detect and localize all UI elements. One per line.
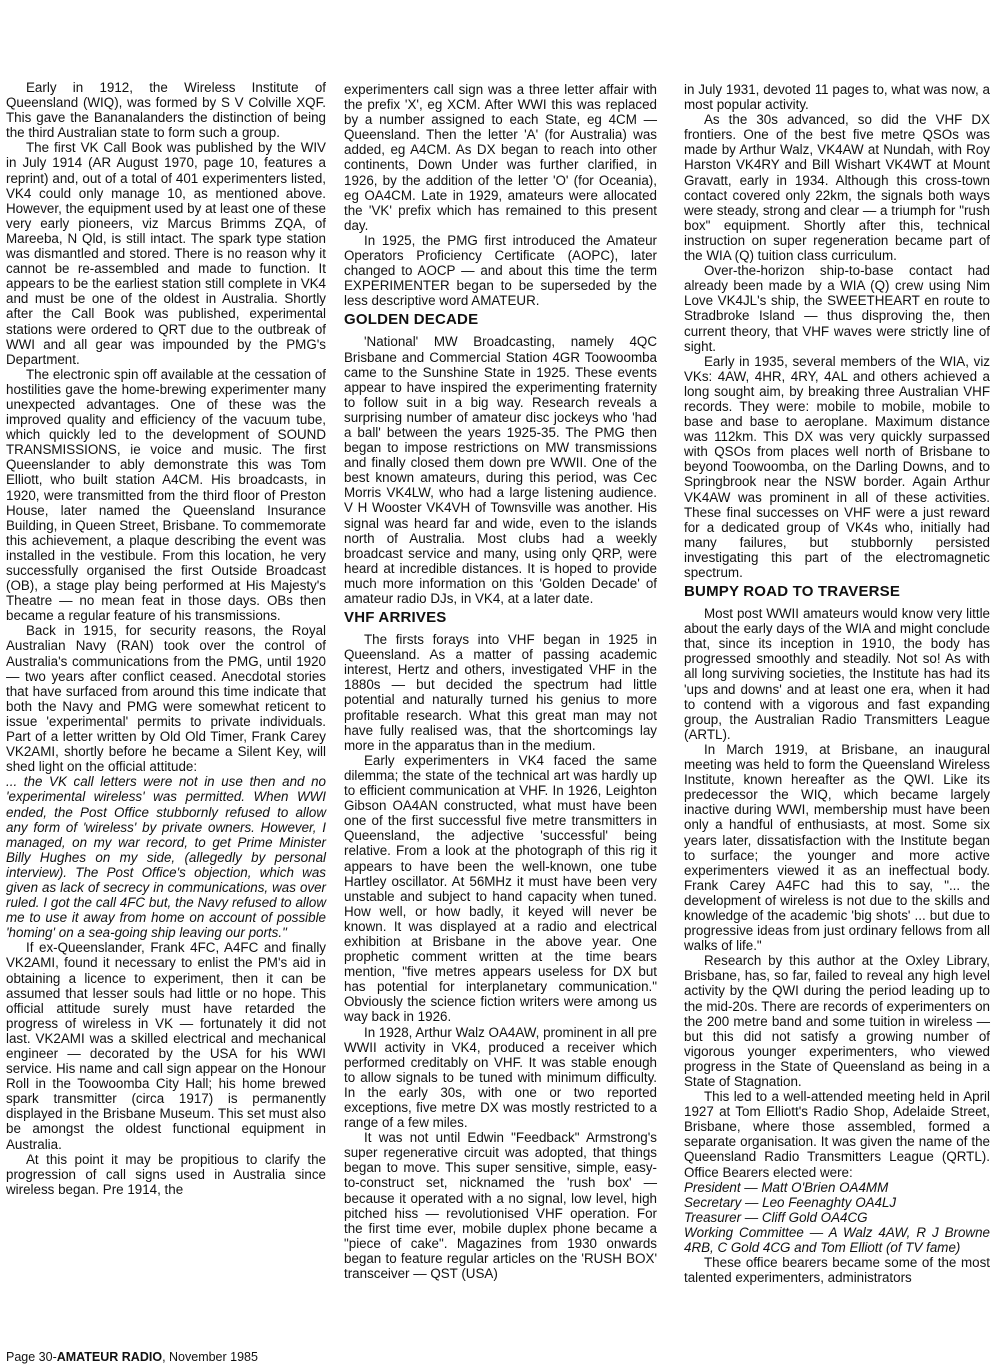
paragraph: Back in 1915, for security reasons, the Royal Australian Navy (RAN) took over the control of Australia's communications from the PMG, until 1920 — two years after conflict ceased. Anecdotal stories that have surfaced from around this time indicate that both the Navy and PMG were somewhat reticent to issue 'experimental' permits to private individuals. Part of a letter written by Old Old Timer, Frank Carey VK2AMI, shortly before he became a Silent Key, will shed light on the official attitude: bbox=[6, 623, 326, 775]
quotation: ... the VK call letters were not in use then and no 'experimental wireless' was permitted. When WWI ended, the Post Office stubbornly refused to allow any form of 'wireless' by private owners. However, I managed, on my war record, to get Prime Minister Billy Hughes on my side, (allegedly by personal interview). The Post Office's objection, which was given as lack of secrecy in communications, was over ruled. I got the call 4FC but, the Navy refused to allow me to use it away from home on account of possible 'homing' on a sea-going ship leaving our ports." bbox=[6, 774, 326, 941]
office-bearer-line: President — Matt O'Brien OA4MM bbox=[684, 1179, 889, 1195]
paragraph: Over-the-horizon ship-to-base contact had already been made by a WIA (Q) crew using Nim Love VK4JL's ship, the SWEETHEART en route to Stradbroke Island — thus disproving the, then current theory, that VHF waves were strictly line of sight. bbox=[684, 263, 990, 354]
paragraph: If ex-Queenslander, Frank 4FC, A4FC and finally VK2AMI, found it necessary to enlist the PM's aid in obtaining a licence to experiment, then it can be assumed that lesser souls had little or no hope. This official attitude surely must have retarded the progress of wireless in VK — fortunately it did not last. VK2AMI was a skilled electrical and mechanical engineer — decorated by the USA for his WWI service. His name and call sign appear on the Honour Roll in the Toowoomba City Hall; his home brewed spark transmitter (circa 1917) is permanently displayed in the Brisbane Museum. This set must also be amongst the oldest functional equipment in Australia. bbox=[6, 940, 326, 1152]
section-heading: BUMPY ROAD TO TRAVERSE bbox=[684, 583, 901, 601]
paragraph: It was not until Edwin "Feedback" Armstrong's super regenerative circuit was adopted, that things began to move. This super sensitive, simple, easy-to-construct set, nicknamed the 'rush box' — because it operated with a no signal, low level, high pitched hiss — revolutionised VHF operation. For the first time ever, mobile duplex phone became a "piece of cake". Magazines from 1930 onwards began to feature regular articles on the 'RUSH BOX' transceiver — QST (USA) bbox=[344, 1130, 657, 1282]
paragraph: Most post WWII amateurs would know very little about the early days of the WIA and might conclude that, since its inception in 1910, the body has progressed smoothly and steadily. Not so! As with all long surviving societies, the Institute has had its 'ups and downs' and at least one era, when it had to contend with a vigorous and fast expanding group, the Australian Radio Transmitters League (ARTL). bbox=[684, 606, 990, 742]
section-heading: VHF ARRIVES bbox=[344, 609, 447, 627]
section-heading: GOLDEN DECADE bbox=[344, 311, 479, 329]
column-2 bbox=[344, 82, 657, 1281]
paragraph: The first VK Call Book was published by the WIV in July 1914 (AR August 1970, page 10, features a reprint) and, out of a total of 401 experimenters listed, VK4 could only manage 10, as mentioned above. However, the equipment used by at least one of these very early pioneers, viz Marcus Brimms ZQA, of Mareeba, N Qld, is still intact. The spark type station was dismantled and stored. There is no reason why it cannot be re-assembled and made to function. It appears to be the earliest station still complete in VK4 and must be one of the oldest in Australia. Shortly after the Call Book was published, experimental stations were ordered to QRT due to the outbreak of WWI and all gear was impounded by the PMG's Department. bbox=[6, 140, 326, 367]
paragraph: The electronic spin off available at the cessation of hostilities gave the home-brewing experimenter many unexpected advantages. One of these was the improved quality and efficiency of the vacuum tube, which quickly led to the development of SOUND TRANSMISSIONS, ie voice and music. The first Queenslander to ably demonstrate this was Tom Elliott, who built station A4CM. His broadcasts, in 1920, were transmitted from the third floor of Preston House, later named the Queensland Insurance Building, in Queen Street, Brisbane. To commemorate this achievement, a plaque describing the event was installed in the vestibule. From this location, he very successfully organised the first Outside Broadcast (OB), a stage play being performed at His Majesty's Theatre — no mean feat in those days. OBs then became a regular feature of his transmissions. bbox=[6, 366, 326, 624]
paragraph: These office bearers became some of the most talented experimenters, administrators bbox=[684, 1255, 990, 1286]
paragraph: Early experimenters in VK4 faced the same dilemma; the state of the technical art was hardly up to efficient communication at VHF. In 1926, Leighton Gibson OA4AN constructed, what must have been one of the first successful five metre transmitters in Queensland, the adjective 'successful' being relative. From a look at the photograph of this rig it appears to have been the well-known, one tube Hartley oscillator. At 56MHz it must have been very unstable and subject to hand capacity when tuned. How well, or how badly, it keyed will never be known. It was displayed at a radio and electrical exhibition at Brisbane in the above year. One prophetic comment written at the time bears mention, "five metres appears useless for DX but has potential for interplanetary communication." Obviously the science fiction writers were among us way back in 1926. bbox=[344, 752, 657, 1025]
paragraph: As the 30s advanced, so did the VHF DX frontiers. One of the best five metre QSOs was made by Arthur Walz, VK4AW at Nundah, with Roy Harston VK4RY and Bill Wishart VK4WT at Mount Gravatt, early in 1934. Although this cross-town contact covered only 22km, the signals both ways were steady, strong and clear — a triumph for "rush box" equipment. Shortly after this, technical instruction on super regeneration became part of the WIA (Q) tuition class curriculum. bbox=[684, 112, 990, 264]
paragraph: experimenters call sign was a three letter affair with the prefix 'X', eg XCM. After WWI this was replaced by a number assigned to each State, eg 4CM — Queensland. Then the letter 'A' (for Australia) was added, eg A4CM. As DX began to reach into other continents, Down Under was further clarified, in 1926, by the addition of the letter 'O' (for Oceania), eg OA4CM. Late in 1929, amateurs were allocated the 'VK' prefix which has remained to this present day. bbox=[344, 82, 657, 233]
paragraph: 'National' MW Broadcasting, namely 4QC Brisbane and Commercial Station 4GR Toowoomba came to the Sunshine State in 1925. These events appear to have inspired the experimenting fraternity to follow suit in a big way. Research reveals a surprising number of amateur disc jockeys who 'had a ball' between the years 1925-35. The PMG then began to impose restrictions on MW transmissions and finally closed them down pre WWII. One of the best known amateurs, during this period, was Cec Morris VK4LW, who had a large listening audience. V H Wooster VK4VH of Townsville was another. His signal was heard far and wide, even to the islands north of Australia. Most clubs had a weekly broadcast service and many, using only QRP, were heard at incredible distances. It is hoped to provide much more information on this 'Golden Decade' of amateur radio DJs, in VK4, at a later date. bbox=[344, 334, 657, 606]
page-number: Page 30- bbox=[6, 1350, 57, 1364]
paragraph: At this point it may be propitious to clarify the progression of call signs used in Australia since wireless began. Pre 1914, the bbox=[6, 1151, 326, 1197]
office-bearer-line: Secretary — Leo Feenaghty OA4LJ bbox=[684, 1194, 897, 1210]
office-bearer-line: Working Committee — A Walz 4AW, R J Browne 4RB, C Gold 4CG and Tom Elliott (of TV fame) bbox=[684, 1224, 990, 1256]
page-footer bbox=[6, 1350, 258, 1364]
paragraph: In March 1919, at Brisbane, an inaugural meeting was held to form the Queensland Wireless Institute, known hereafter as the QWI. Like its predecessor the WIQ, which became largely inactive during WWI, membership must have been only a handful of enthusiasts, at most. Some six years later, dissatisfaction with the Institute began to surface; the younger and more active experimenters viewed it as an ineffectual body. Frank Carey A4FC had this to say, "... the development of wireless is not due to the skills and knowledge of the academic 'big shots' ... but due to progressive ideas from just ordinary fellows from all walks of life." bbox=[684, 741, 990, 954]
paragraph: in July 1931, devoted 11 pages to, what was now, a most popular activity. bbox=[684, 82, 990, 113]
paragraph: In 1928, Arthur Walz OA4AW, prominent in all pre WWII activity in VK4, produced a receiver which performed creditably on VHF. It was stable enough to allow signals to be tuned with minimum difficulty. In the early 30s, with one or two reported exceptions, five metre DX was mostly restricted to a range of a few miles. bbox=[344, 1024, 657, 1131]
column-1 bbox=[6, 80, 326, 1197]
paragraph: Early in 1912, the Wireless Institute of Queensland (WIQ), was formed by S V Colville XQF. This gave the Bananalanders the distinction of being the third Australian state to form such a group. bbox=[6, 80, 326, 141]
office-bearer-line: Treasurer — Cliff Gold OA4CG bbox=[684, 1209, 868, 1225]
paragraph: Research by this author at the Oxley Library, Brisbane, has, so far, failed to reveal any high level activity by the QWI during the period leading up to the mid-20s. There are records of experimenters on the 200 metre band and some tuition in wireless — but this did not satisfy a growing number of vigorous younger experimenters, who viewed progress in the State of Queensland as being in a State of Stagnation. bbox=[684, 953, 990, 1089]
publication-name: AMATEUR RADIO bbox=[56, 1350, 163, 1364]
issue-date: , November 1985 bbox=[162, 1350, 258, 1364]
paragraph: In 1925, the PMG first introduced the Amateur Operators Proficiency Certificate (AOPC), later changed to AOCP — and about this time the term EXPERIMENTER began to be superseded by the less descriptive word AMATEUR. bbox=[344, 232, 657, 309]
column-3 bbox=[684, 82, 990, 1285]
paragraph: Early in 1935, several members of the WIA, viz VKs: 4AW, 4HR, 4RY, 4AL and others achieved a long sought aim, by breaking three Australian VHF records. They were: mobile to mobile, mobile to base and base to aeroplane. Maximum distance was 112km. This DX was very quickly surpassed with QSOs from places well north of Brisbane to beyond Toowoomba, on the Darling Downs, and to Springbrook near the NSW border. Again Arthur VK4AW was prominent in all of these activities. These final successes on VHF were a just reward for a dedicated group of VK4s who, initially had many failures, but stubbornly persisted investigating this part of the electromagnetic spectrum. bbox=[684, 353, 990, 580]
paragraph: The firsts forays into VHF began in 1925 in Queensland. As a matter of passing academic interest, Hertz and others, investigated VHF in the 1880s — but decided the spectrum had little potential and naturally turned his genius to more profitable research. What this great man may not have fully realised was, that the shortcomings lay more in the apparatus than in the medium. bbox=[344, 632, 657, 753]
paragraph: This led to a well-attended meeting held in April 1927 at Tom Elliott's Radio Shop, Adelaide Street, Brisbane, where those assembled, formed a separate organisation. It was given the name of the Queensland Radio Transmitters League (QRTL). Office Bearers elected were: bbox=[684, 1089, 990, 1180]
